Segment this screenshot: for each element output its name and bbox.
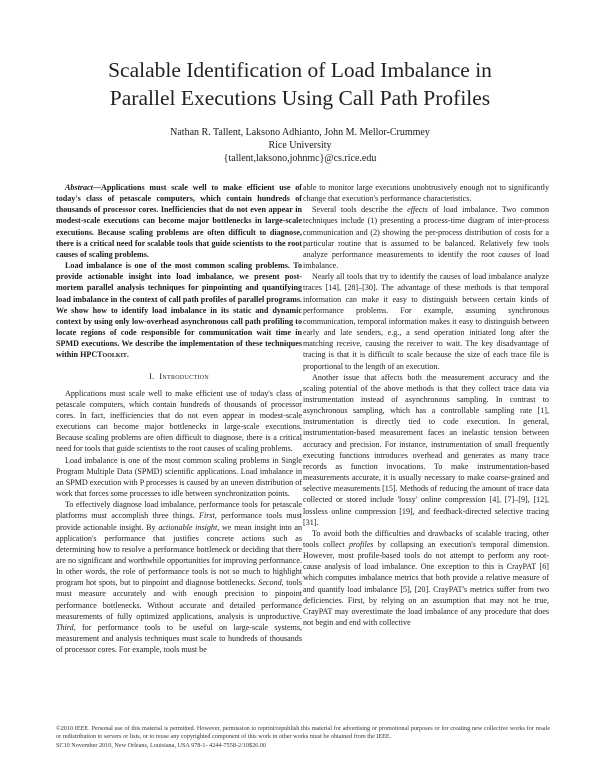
title-line-2: Parallel Executions Using Call Path Profiles <box>109 86 491 110</box>
copyright-notice: ©2010 IEEE. Personal use of this material is permitted. However, permission to reprint/republish this material for advertising or promotional purposes or for creating new collective works for resale or redistribution to servers or lists, or to reuse any copyrighted component of this work in other works must be obtained from the IEEE. <box>56 725 550 741</box>
right-paragraph-2: Nearly all tools that try to identify the causes of load imbalance analyze traces [14], [28]–[30]. The advantage of these methods is that temporal information can make it easy to distinguish between certain kinds of performance problems. For example, assuming synchronous communication, temporal information makes it easy to distinguish between early and late senders, e.g., a send operation initiated long after the matching receive, causing the receiver to wait. The key disadvantage of tracing is that it is difficult to scale because the size of each trace file is proportional to the length of an execution. <box>303 272 549 371</box>
author-names: Nathan R. Tallent, Laksono Adhianto, John M. Mellor-Crummey <box>170 127 430 138</box>
paper-title <box>40 56 560 112</box>
right-paragraph-1: Several tools describe the effects of load imbalance. Two common techniques include (1) presenting a process-time diagram of inter-process communication and (2) showing the per-process distribution of costs for a particular routine that is assumed to be balanced. Relatively few tools analyze performance measurements to identify the root causes of load imbalance. <box>303 205 550 271</box>
section-heading-introduction: I. Introduction <box>148 371 209 381</box>
right-column <box>303 182 549 628</box>
abstract-paragraph-1: Abstract—Applications must scale well to make efficient use of today's class of petascale computers, which contain hundreds of thousands of processor cores. Inefficiencies that do not even appear in modest-scale executions can become major bottlenecks in large-scale executions. Because scaling problems are often difficult to diagnose, there is a critical need for scalable tools that guide scientists to the root causes of scaling problems. <box>56 183 302 259</box>
tool-name: HPCToolkit. <box>80 350 129 360</box>
right-paragraph-0: able to monitor large executions unobtrusively enough not to significantly change that execution's performance characteristics. <box>303 183 549 204</box>
copyright-footer <box>56 725 550 750</box>
venue-line: SC10 November 2010, New Orleans, Louisiana, USA 978-1- 4244-7558-2/10$26.00 <box>56 741 267 749</box>
abstract <box>56 182 302 361</box>
title-line-1: Scalable Identification of Load Imbalance in <box>108 58 492 82</box>
affiliation: Rice University <box>268 140 332 151</box>
abstract-paragraph-2: Load imbalance is one of the most common scaling problems. To provide actionable insight into load imbalance, we present post-mortem parallel analysis techniques for pinpointing and quantifying load imbalance in the context of call path profiles of parallel programs. We show how to identify load imbalance in its static and dynamic context by using only low-overhead asynchronous call path profiling to locate regions of code responsible for communication wait time in SPMD executions. We describe the implementation of these techniques within HPCToolkit. <box>56 261 302 360</box>
right-paragraph-3: Another issue that affects both the measurement accuracy and the scaling potential of the above methods is that they collect trace data via instrumentation instead of asynchronous sampling. In contrast to asynchronous sampling, which has a controllable sampling rate [1], instrumentation is directly tied to code execution. In general, instrumentation-based measurement faces an inelastic tension between accuracy and precision. For instance, instrumentation of small frequently executing functions introduces overhead and generates as many trace records as function invocations. To make instrumentation-based measurements accurate, it is usually necessary to make coarse-grained and selective measurements [15]. Methods of reducing the amount of trace data collected or stored include 'lossy' online compression [4], [7]–[9], [12], lossless online compression [19], and feedback-directed selective tracing [31]. <box>303 372 549 527</box>
left-column <box>56 182 302 655</box>
intro-paragraph-2: Load imbalance is one of the most common scaling problems in Single Program Multiple Data (SPMD) scientific applications. Load imbalance in an SPMD execution with P processes is caused by an uneven distribution of work that forces some processes to idle between synchronization points. <box>56 455 302 499</box>
abstract-label: Abstract <box>65 183 93 192</box>
author-block <box>40 126 560 165</box>
right-paragraph-4: To avoid both the difficulties and drawbacks of scalable tracing, other tools collect profiles by collapsing an execution's temporal dimension. However, most profile-based tools do not attempt to perform any root-cause analysis of load imbalance. One exception to this is CrayPAT [6] which computes imbalance metrics that both provide a relative measure of and quantify load imbalance [5], [20]. CrayPAT's metrics suffer from two deficiencies. First, by relying on an assumption that may not be true, CrayPAT may overestimate the load imbalance of any procedure that does not begin and end with collective <box>303 528 550 628</box>
intro-paragraph-3: To effectively diagnose load imbalance, performance tools for petascale platforms must accomplish three things. First, performance tools must provide actionable insight. By actionable insight, we mean insight into an application's performance that justifies concrete actions such as determining how to resolve a performance bottleneck or deciding that there are no significant and worthwhile opportunities for improving performance. In other words, the role of performance tools is not so much to highlight program hot spots, but to pinpoint and diagnose bottlenecks. Second, tools must measure accurately and with enough precision to pinpoint performance bottlenecks. Without accurate and detailed performance measurements of fully optimized applications, analysis is unproductive. Third, for performance tools to be useful on large-scale systems, measurement and analysis techniques must scale to hundreds of thousands of processor cores. For example, tools must be <box>56 500 303 655</box>
author-email: {tallent,laksono,johnmc}@cs.rice.edu <box>223 153 377 164</box>
intro-paragraph-1: Applications must scale well to make efficient use of today's class of petascale computers, which contain hundreds of thousands of processor cores. In fact, inefficiencies that do not even appear in modest-scale executions can become major bottlenecks in large-scale executions. Because scaling problems are often difficult to diagnose, there is a critical need for tools that guide scientists to the root causes of scaling problems. <box>56 388 302 454</box>
